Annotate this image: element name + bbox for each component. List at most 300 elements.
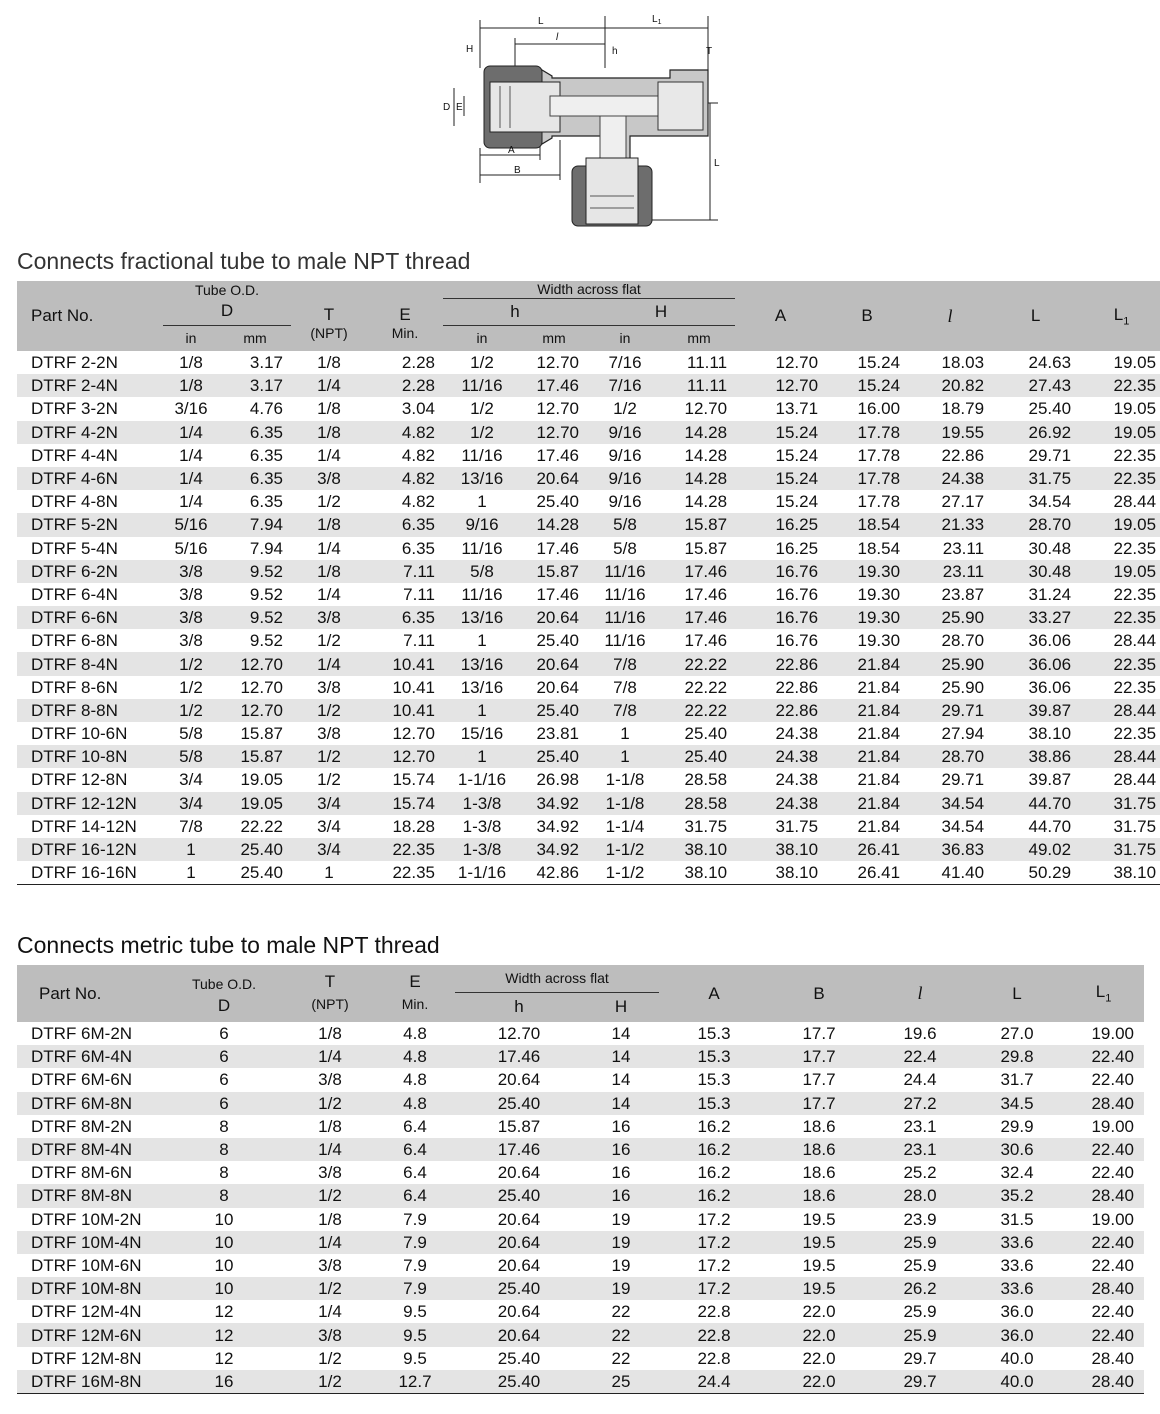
- table-cell: 1/2: [318, 1348, 342, 1368]
- table-cell: 3/8: [291, 467, 367, 490]
- table-cell: 18.6: [769, 1184, 869, 1207]
- table-cell: 1/4: [163, 421, 219, 444]
- table-row: [17, 722, 1160, 745]
- table-cell: 1/4: [291, 374, 367, 397]
- table-row: [17, 537, 1160, 560]
- th-b: B: [826, 281, 908, 351]
- table-cell: 26.41: [826, 861, 908, 885]
- table-cell: 19.00: [1091, 1024, 1135, 1044]
- table-cell: 12.70: [735, 374, 826, 397]
- table-cell: 6.4: [403, 1116, 427, 1136]
- table-cell: 21.33: [908, 513, 992, 536]
- table-cell: 10.41: [367, 652, 443, 675]
- table-cell: 3/8: [318, 1255, 342, 1275]
- table-cell: 27.0: [1000, 1024, 1034, 1044]
- th-part-no: Part No.: [17, 281, 163, 351]
- table-cell: 19.55: [908, 421, 992, 444]
- table-cell: 3.17: [249, 353, 283, 373]
- table-cell: 5/8: [163, 745, 219, 768]
- table-row: [17, 861, 1160, 885]
- part-number-cell: DTRF 8-4N: [17, 652, 163, 675]
- table-cell: 1/2: [291, 699, 367, 722]
- table-cell: 14: [583, 1045, 659, 1068]
- table-cell: 23.81: [536, 724, 579, 744]
- th-npt: (NPT): [291, 325, 367, 351]
- part-number-cell: DTRF 3-2N: [31, 399, 118, 419]
- part-number-cell: DTRF 6-2N: [17, 560, 163, 583]
- table-cell: 33.6: [971, 1277, 1063, 1300]
- th-d: D: [163, 298, 291, 325]
- table-cell: 1/4: [317, 445, 341, 465]
- part-number-cell: DTRF 10M-2N: [31, 1209, 142, 1229]
- table-cell: 25: [583, 1370, 659, 1394]
- part-number-cell: DTRF 8M-8N: [17, 1184, 163, 1207]
- table-cell: 11/16: [461, 538, 503, 558]
- table-cell: 1/8: [317, 399, 341, 419]
- table-cell: 19.30: [826, 560, 908, 583]
- table-cell: 8: [219, 1116, 229, 1136]
- table-cell: 12.70: [497, 1024, 541, 1044]
- table-row: [17, 513, 1160, 536]
- table-cell: 25.40: [455, 1370, 583, 1394]
- table-cell: 34.54: [908, 792, 992, 815]
- table-row: [17, 1231, 1144, 1254]
- table-cell: 7.11: [403, 584, 435, 604]
- table-cell: 3/8: [285, 1323, 375, 1346]
- table-cell: 22.40: [1063, 1323, 1144, 1346]
- th-m-d: D: [163, 992, 285, 1022]
- metric-table-body: [17, 1022, 1144, 1394]
- table-cell: 28.40: [1063, 1370, 1144, 1394]
- table-row: [17, 1254, 1144, 1277]
- th-m-width-across-flat: Width across flat: [455, 965, 659, 992]
- table-cell: 3/8: [318, 1070, 342, 1090]
- table-cell: 6.35: [367, 513, 443, 536]
- table-cell: 22.0: [769, 1323, 869, 1346]
- table-cell: 1/8: [291, 560, 367, 583]
- table-row: [17, 1115, 1144, 1138]
- table-cell: 40.0: [971, 1370, 1063, 1394]
- table-cell: 29.71: [908, 699, 992, 722]
- table-cell: 28.40: [1063, 1277, 1144, 1300]
- table-cell: 25.40: [497, 1348, 541, 1368]
- table-cell: 1/8: [179, 353, 203, 373]
- table-cell: 12.7: [375, 1370, 455, 1394]
- table-cell: 1/4: [179, 492, 203, 512]
- table-row: [17, 444, 1160, 467]
- table-cell: 7.9: [403, 1209, 427, 1229]
- table-cell: 22.35: [1079, 374, 1160, 397]
- table-cell: 3/8: [163, 560, 219, 583]
- table-cell: 18.54: [826, 513, 908, 536]
- fractional-table-body: [17, 351, 1160, 885]
- table-cell: 6.35: [249, 492, 283, 512]
- tee-fitting-diagram: [440, 8, 730, 233]
- table-cell: 31.75: [1079, 838, 1160, 861]
- table-cell: 9/16: [443, 513, 521, 536]
- part-number-cell: DTRF 10M-6N: [31, 1255, 142, 1275]
- table-cell: 29.7: [903, 1348, 937, 1368]
- table-cell: 28.40: [1063, 1184, 1144, 1207]
- table-cell: 18.6: [802, 1163, 836, 1183]
- table-cell: 22.86: [735, 652, 826, 675]
- th-min: Min.: [367, 325, 443, 351]
- table-cell: 25.90: [908, 606, 992, 629]
- table-cell: 22.35: [1113, 677, 1157, 697]
- table-cell: 14.28: [663, 421, 735, 444]
- table-cell: 17.78: [826, 467, 908, 490]
- part-number-cell: DTRF 8M-6N: [31, 1163, 133, 1183]
- part-number-cell: DTRF 4-8N: [31, 492, 118, 512]
- table-cell: 25.40: [1028, 399, 1072, 419]
- table-cell: 19.5: [769, 1277, 869, 1300]
- table-cell: 1/2: [163, 699, 219, 722]
- part-number-cell: DTRF 6M-8N: [17, 1092, 163, 1115]
- table-cell: 9.5: [375, 1323, 455, 1346]
- table-cell: 17.46: [521, 374, 587, 397]
- table-cell: 8: [163, 1184, 285, 1207]
- table-row: [17, 699, 1160, 722]
- table-cell: 13/16: [460, 677, 504, 697]
- table-row: [17, 815, 1160, 838]
- table-cell: 18.28: [392, 816, 435, 836]
- th-m-h: h: [455, 992, 583, 1022]
- table-cell: 3/8: [179, 584, 203, 604]
- table-row: [17, 629, 1160, 652]
- table-cell: 22: [611, 1348, 631, 1368]
- table-cell: 1/2: [613, 399, 637, 419]
- table-cell: 7/16: [608, 353, 642, 373]
- table-cell: 31.75: [684, 816, 728, 836]
- table-cell: 7.11: [403, 631, 435, 651]
- th-m-l-small: l: [869, 965, 971, 1022]
- table-cell: 1-3/8: [462, 816, 502, 836]
- table-cell: 1/2: [163, 652, 219, 675]
- table-cell: 16.00: [857, 399, 901, 419]
- table-cell: 3/8: [179, 631, 203, 651]
- th-d-in: in: [163, 325, 219, 351]
- table-cell: 27.94: [941, 724, 985, 744]
- table-cell: 18.54: [857, 538, 901, 558]
- table-cell: 24.38: [775, 724, 819, 744]
- table-cell: 6.35: [367, 606, 443, 629]
- table-cell: 17.78: [857, 492, 901, 512]
- fractional-table: [17, 281, 1160, 885]
- part-number-cell: DTRF 5-4N: [31, 538, 118, 558]
- th-m-e: E: [375, 965, 455, 992]
- table-cell: 23.1: [869, 1138, 971, 1161]
- table-row: [17, 606, 1160, 629]
- table-cell: 31.24: [1028, 584, 1072, 604]
- table-cell: 22.35: [1079, 606, 1160, 629]
- table-cell: 16.2: [659, 1138, 769, 1161]
- table-cell: 1/8: [291, 421, 367, 444]
- table-cell: 6: [163, 1045, 285, 1068]
- table-cell: 3/8: [291, 606, 367, 629]
- table-cell: 11/16: [461, 584, 503, 604]
- table-cell: 29.71: [941, 770, 985, 790]
- table-row: [17, 1045, 1144, 1068]
- table-cell: 25.40: [455, 1092, 583, 1115]
- table-cell: 23.11: [908, 560, 992, 583]
- table-cell: 25.40: [521, 745, 587, 768]
- table-cell: 19.6: [903, 1024, 937, 1044]
- table-row: [17, 560, 1160, 583]
- table-cell: 25.9: [903, 1255, 937, 1275]
- table-cell: 22.0: [769, 1370, 869, 1394]
- table-cell: 3/4: [179, 770, 203, 790]
- table-cell: 15.74: [367, 792, 443, 815]
- part-number-cell: DTRF 10M-8N: [17, 1277, 163, 1300]
- diagram-label-h: h: [612, 46, 618, 57]
- table-cell: 3/4: [163, 792, 219, 815]
- table-cell: 1: [443, 745, 521, 768]
- table-cell: 21.84: [826, 745, 908, 768]
- th-h: h: [443, 298, 587, 325]
- table-row: [17, 1347, 1144, 1370]
- table-cell: 6.35: [249, 445, 283, 465]
- table-cell: 1/4: [285, 1045, 375, 1068]
- table-cell: 19: [611, 1209, 631, 1229]
- table-cell: 24.38: [735, 745, 826, 768]
- table-cell: 1/8: [318, 1024, 342, 1044]
- table-cell: 23.9: [903, 1209, 937, 1229]
- table-cell: 20.64: [497, 1209, 541, 1229]
- th-m-H: H: [583, 992, 659, 1022]
- table-cell: 22.22: [240, 816, 283, 836]
- table-cell: 22.40: [1063, 1138, 1144, 1161]
- table-cell: 17.46: [684, 584, 728, 604]
- table-cell: 14.28: [684, 445, 728, 465]
- table-cell: 15/16: [460, 724, 504, 744]
- diagram-label-A: A: [508, 145, 515, 156]
- table-cell: 25.90: [908, 652, 992, 675]
- th-m-b: B: [769, 965, 869, 1022]
- table-cell: 7.9: [403, 1255, 427, 1275]
- table-cell: 33.27: [992, 606, 1079, 629]
- table-cell: 9.5: [403, 1348, 427, 1368]
- table-cell: 34.92: [521, 792, 587, 815]
- part-number-cell: DTRF 8-6N: [31, 677, 118, 697]
- table-cell: 31.75: [1079, 792, 1160, 815]
- table-cell: 21.84: [826, 652, 908, 675]
- table-cell: 19.5: [802, 1255, 836, 1275]
- table-cell: 36.0: [1000, 1302, 1034, 1322]
- table-cell: 3/4: [291, 792, 367, 815]
- diagram-label-D: D: [443, 102, 451, 113]
- table-cell: 3/16: [174, 399, 208, 419]
- table-cell: 4.82: [401, 492, 435, 512]
- table-cell: 28.58: [663, 792, 735, 815]
- table-cell: 20.64: [521, 652, 587, 675]
- table-row: [17, 1300, 1144, 1323]
- table-cell: 1: [587, 745, 663, 768]
- table-cell: 6.4: [375, 1138, 455, 1161]
- table-cell: 35.2: [971, 1184, 1063, 1207]
- table-cell: 18.03: [941, 353, 985, 373]
- table-cell: 28.58: [684, 770, 728, 790]
- table-cell: 25.40: [684, 724, 728, 744]
- table-cell: 21.84: [826, 699, 908, 722]
- table-row: [17, 1068, 1144, 1091]
- table-cell: 1/8: [317, 353, 341, 373]
- table-cell: 5/16: [174, 538, 208, 558]
- table-cell: 16.2: [697, 1163, 731, 1183]
- table-cell: 20.64: [497, 1302, 541, 1322]
- table-cell: 9/16: [608, 445, 642, 465]
- table-cell: 6: [163, 1092, 285, 1115]
- table-cell: 34.54: [941, 816, 985, 836]
- table-cell: 5/8: [443, 560, 521, 583]
- table-cell: 22.22: [663, 699, 735, 722]
- th-l-small: l: [908, 281, 992, 351]
- table-cell: 10: [214, 1209, 234, 1229]
- table-cell: 25.40: [219, 861, 291, 885]
- table-row: [17, 467, 1160, 490]
- table-cell: 17.7: [802, 1070, 836, 1090]
- table-cell: 33.6: [1000, 1255, 1034, 1275]
- table-row: [17, 351, 1160, 374]
- part-number-cell: DTRF 4-2N: [17, 421, 163, 444]
- table-cell: 3/8: [163, 606, 219, 629]
- table-cell: 26.92: [992, 421, 1079, 444]
- table-row: [17, 838, 1160, 861]
- table-cell: 28.44: [1079, 699, 1160, 722]
- table-cell: 20.64: [497, 1070, 541, 1090]
- table-cell: 7/8: [613, 677, 637, 697]
- table-cell: 1/2: [285, 1370, 375, 1394]
- table-cell: 36.06: [1028, 677, 1072, 697]
- table-cell: 29.8: [971, 1045, 1063, 1068]
- table-cell: 26.98: [536, 770, 579, 790]
- table-cell: 8: [219, 1163, 229, 1183]
- table-cell: 19.05: [1113, 399, 1157, 419]
- table-cell: 20.64: [497, 1255, 541, 1275]
- table-cell: 4.8: [403, 1024, 427, 1044]
- table-cell: 15.24: [775, 492, 819, 512]
- table-cell: 36.0: [971, 1323, 1063, 1346]
- table-cell: 24.38: [908, 467, 992, 490]
- table-row: [17, 490, 1160, 513]
- table-cell: 25.9: [869, 1323, 971, 1346]
- table-cell: 22.86: [941, 445, 985, 465]
- table-cell: 5/8: [587, 513, 663, 536]
- table-cell: 28.40: [1091, 1348, 1135, 1368]
- table-row: [17, 421, 1160, 444]
- table-cell: 41.40: [908, 861, 992, 885]
- table-cell: 1: [443, 699, 521, 722]
- table-row: [17, 1208, 1144, 1231]
- table-cell: 28.70: [908, 745, 992, 768]
- table-cell: 16.2: [697, 1116, 731, 1136]
- table-cell: 31.75: [775, 816, 819, 836]
- table-cell: 1/4: [317, 584, 341, 604]
- table-cell: 44.70: [1028, 816, 1072, 836]
- part-number-cell: DTRF 2-4N: [17, 374, 163, 397]
- table-cell: 38.10: [1028, 724, 1072, 744]
- th-m-t: T: [285, 965, 375, 992]
- th-H-in: in: [587, 325, 663, 351]
- table-cell: 9.52: [219, 606, 291, 629]
- table-cell: 22.8: [697, 1348, 731, 1368]
- table-cell: 19.05: [219, 792, 291, 815]
- table-cell: 19: [583, 1277, 659, 1300]
- table-cell: 1/2: [285, 1184, 375, 1207]
- table-cell: 20.64: [455, 1323, 583, 1346]
- table-row: [17, 397, 1160, 420]
- table-cell: 25.40: [455, 1184, 583, 1207]
- table-cell: 12.70: [536, 353, 579, 373]
- th-d-mm: mm: [219, 325, 291, 351]
- part-number-cell: DTRF 8M-2N: [31, 1116, 133, 1136]
- table-cell: 22.35: [367, 838, 443, 861]
- part-number-cell: DTRF 14-12N: [31, 816, 137, 836]
- table-cell: 3.04: [401, 399, 435, 419]
- table-cell: 22.35: [1113, 445, 1157, 465]
- table-cell: 22.40: [1063, 1045, 1144, 1068]
- table-cell: 34.54: [1028, 492, 1072, 512]
- table-cell: 9/16: [608, 492, 642, 512]
- part-number-cell: DTRF 8M-4N: [17, 1138, 163, 1161]
- table-cell: 14.28: [663, 467, 735, 490]
- table-cell: 22.35: [1079, 652, 1160, 675]
- table-cell: 15.24: [775, 445, 819, 465]
- diagram-label-E: E: [456, 102, 463, 113]
- table-cell: 1/2: [285, 1092, 375, 1115]
- table-row: [17, 1161, 1144, 1184]
- th-m-L: L: [971, 965, 1063, 1022]
- table-cell: 36.06: [992, 652, 1079, 675]
- th-L1: $L_1$: [1079, 281, 1160, 351]
- table-cell: 38.86: [992, 745, 1079, 768]
- table-cell: 12: [214, 1302, 234, 1322]
- part-number-cell: DTRF 10-8N: [17, 745, 163, 768]
- table-cell: 44.70: [992, 792, 1079, 815]
- metric-table: [17, 965, 1144, 1394]
- table-cell: 28.44: [1113, 492, 1157, 512]
- table-cell: 25.40: [536, 631, 579, 651]
- table-cell: 1-1/16: [443, 861, 521, 885]
- part-number-cell: DTRF 6-4N: [31, 584, 118, 604]
- table-cell: 3/8: [318, 1163, 342, 1183]
- table-cell: 24.4: [659, 1370, 769, 1394]
- table-cell: 31.75: [1113, 816, 1157, 836]
- table-cell: 50.29: [992, 861, 1079, 885]
- table-cell: 19.5: [769, 1231, 869, 1254]
- th-a: A: [735, 281, 826, 351]
- table-cell: 38.10: [663, 861, 735, 885]
- table-cell: 22.40: [1091, 1163, 1135, 1183]
- table-cell: 29.7: [869, 1370, 971, 1394]
- table-cell: 11/16: [587, 606, 663, 629]
- table-cell: 20.82: [908, 374, 992, 397]
- table-cell: 15.87: [497, 1116, 541, 1136]
- table-cell: 3/4: [317, 816, 341, 836]
- table-cell: 28.70: [941, 631, 985, 651]
- table-cell: 16.76: [775, 631, 819, 651]
- th-width-across-flat: Width across flat: [443, 281, 735, 298]
- table-cell: 2.28: [367, 374, 443, 397]
- table-cell: 16: [163, 1370, 285, 1394]
- table-cell: 16: [611, 1163, 631, 1183]
- table-cell: 21.84: [857, 677, 901, 697]
- table-cell: 19.05: [1079, 421, 1160, 444]
- table-cell: 25.2: [903, 1163, 937, 1183]
- table-cell: 25.9: [869, 1231, 971, 1254]
- table-cell: 1: [477, 631, 487, 651]
- table-cell: 15.3: [697, 1070, 731, 1090]
- table-cell: 12: [214, 1348, 234, 1368]
